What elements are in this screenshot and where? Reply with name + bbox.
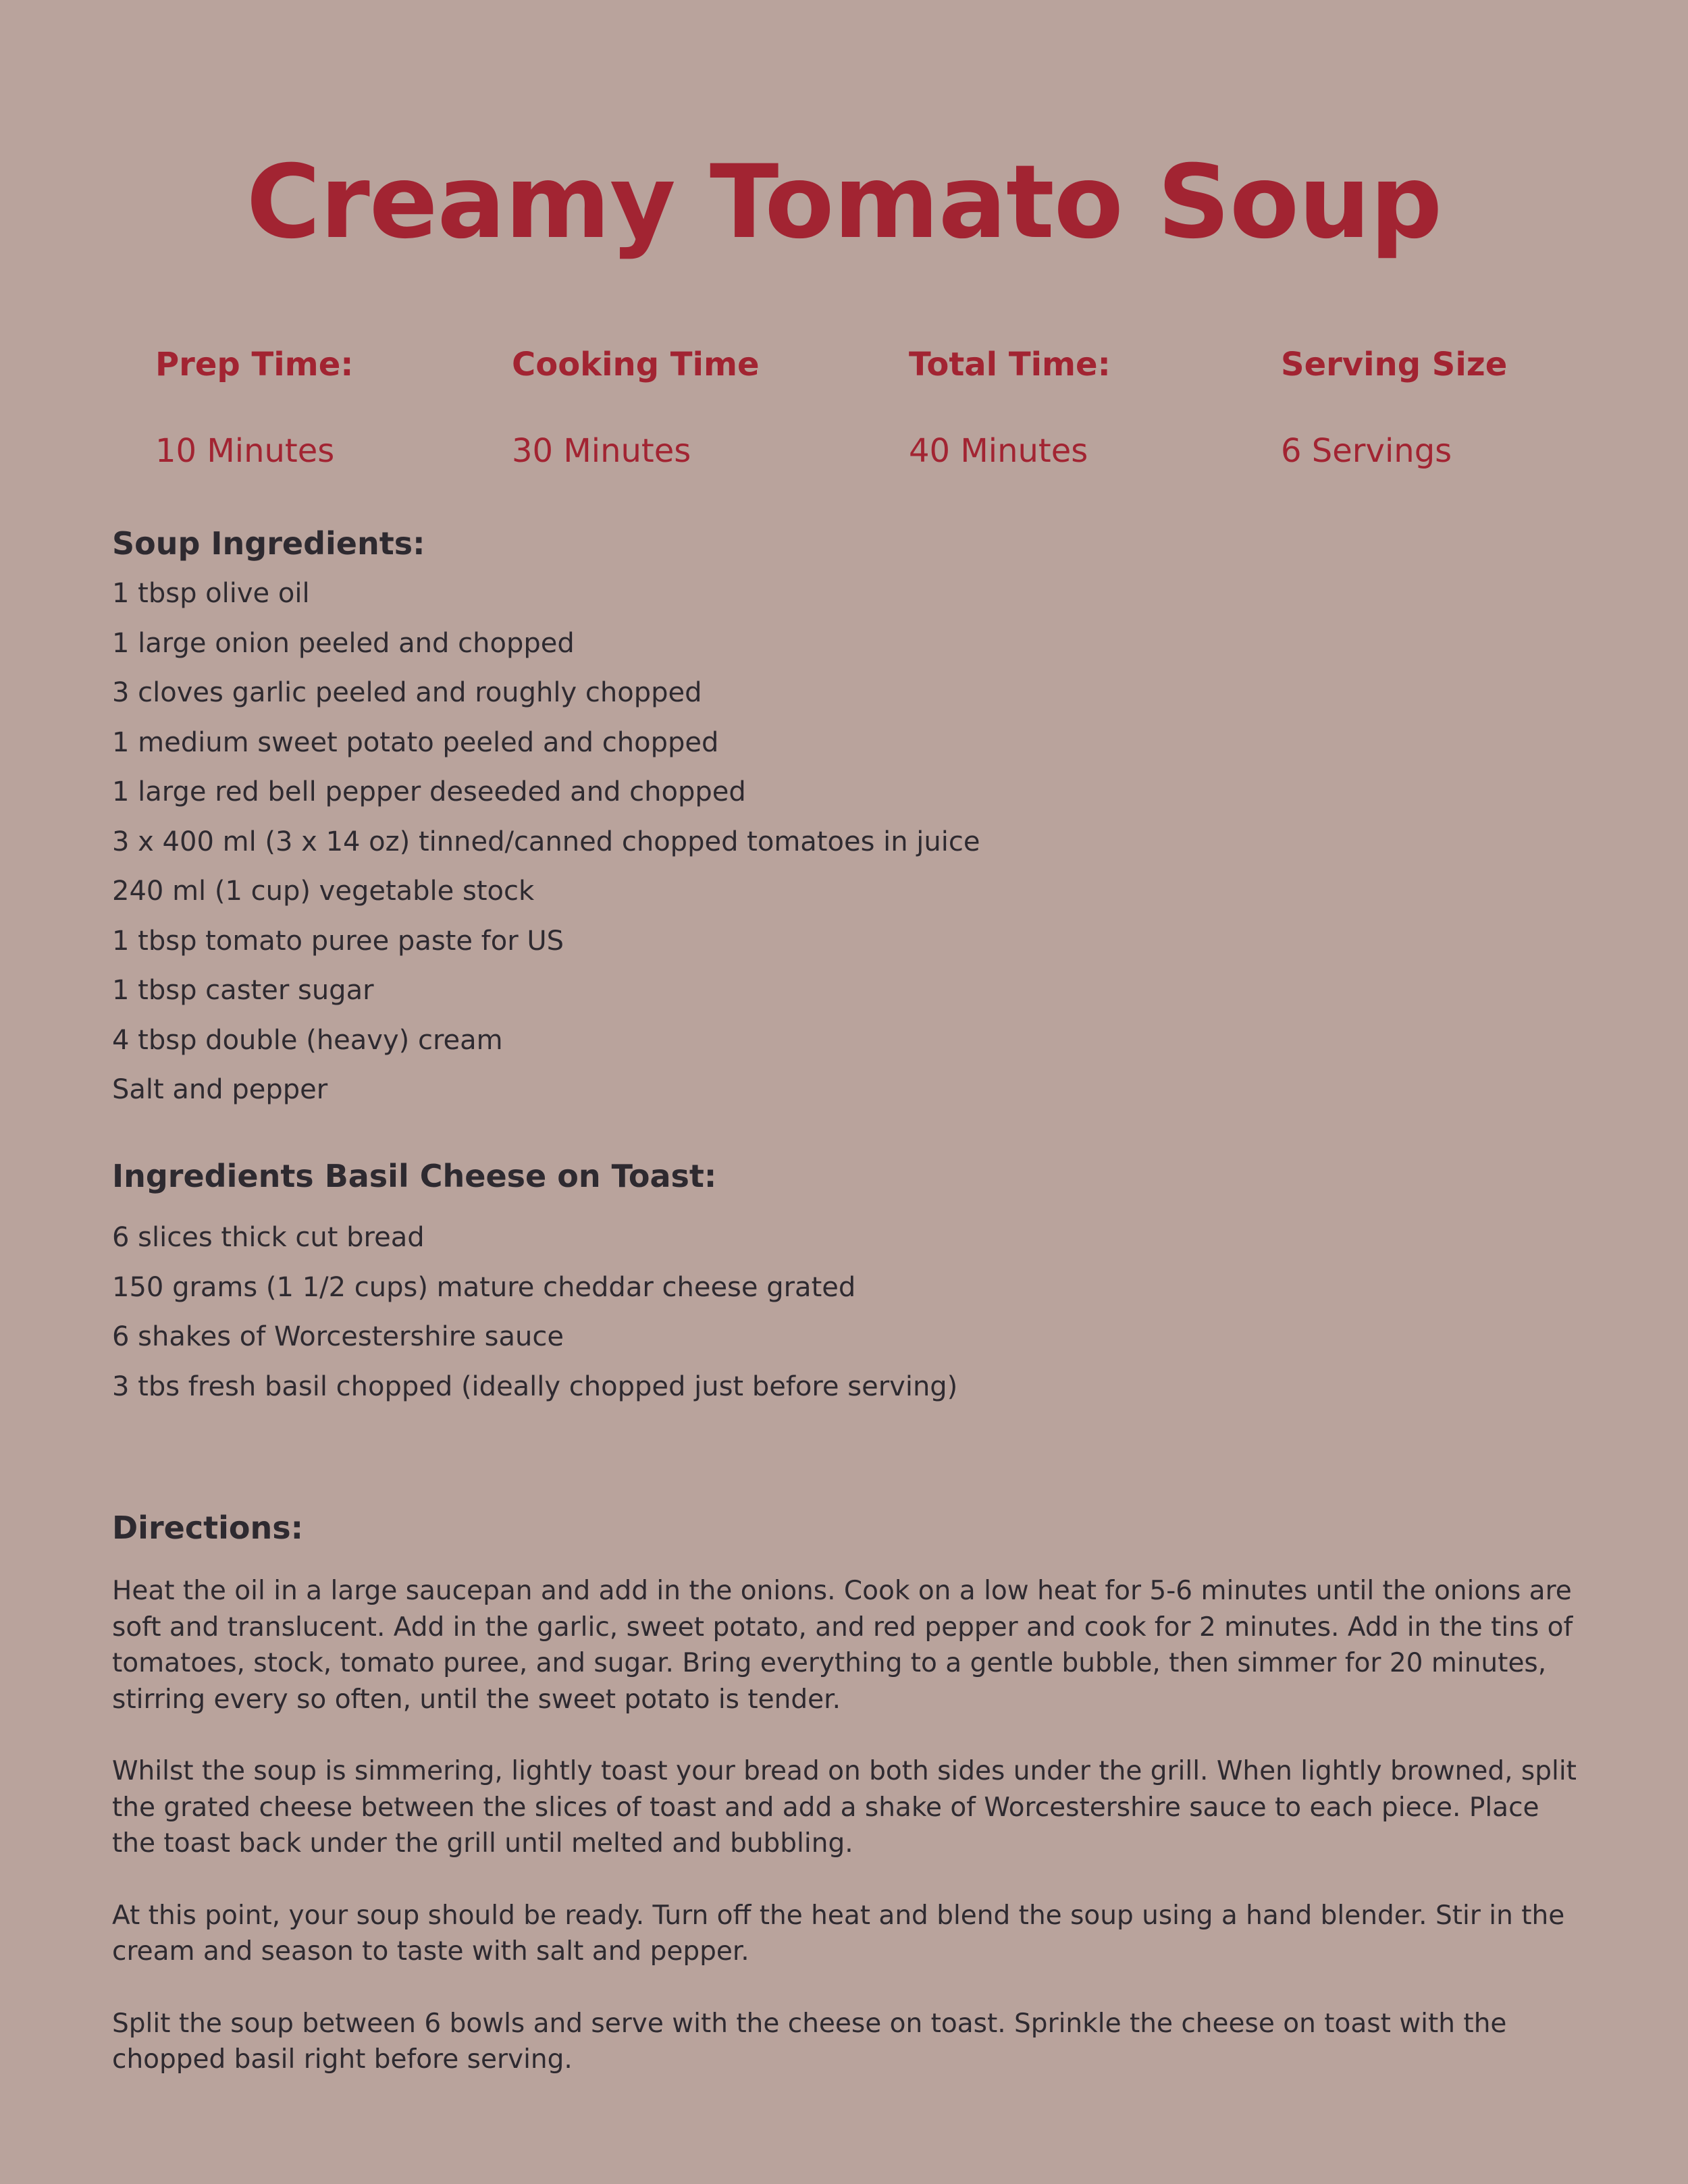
list-item: 150 grams (1 1/2 cups) mature cheddar cheese grated	[112, 1271, 856, 1303]
toast-ingredients-list	[112, 1213, 957, 1412]
directions-body	[112, 1573, 1584, 2114]
list-item: 6 shakes of Worcestershire sauce	[112, 1321, 564, 1352]
meta-prep-time	[155, 341, 353, 475]
page-title: Creamy Tomato Soup	[246, 144, 1442, 261]
toast-ingredients-heading: Ingredients Basil Cheese on Toast:	[112, 1158, 717, 1194]
direction-paragraph: Split the soup between 6 bowls and serve with the cheese on toast. Sprinkle the cheese on toast with the chopped basil right before serving.	[112, 2008, 1507, 2075]
list-item: 1 large onion peeled and chopped	[112, 627, 575, 659]
list-item: 6 slices thick cut bread	[112, 1222, 425, 1253]
soup-ingredients-list	[112, 569, 980, 1115]
list-item: Salt and pepper	[112, 1074, 328, 1105]
list-item: 240 ml (1 cup) vegetable stock	[112, 876, 535, 907]
meta-label: Total Time:	[909, 346, 1111, 383]
meta-label: Prep Time:	[155, 346, 354, 383]
list-item: 1 tbsp olive oil	[112, 578, 310, 609]
meta-label: Serving Size	[1281, 346, 1508, 383]
meta-cooking-time	[512, 341, 760, 475]
meta-value: 30 Minutes	[512, 432, 691, 470]
meta-total-time	[909, 341, 1111, 475]
list-item: 3 tbs fresh basil chopped (ideally chopped just before serving)	[112, 1370, 958, 1402]
direction-paragraph: At this point, your soup should be ready. Turn off the heat and blend the soup using a hand blender. Stir in the cream and season to taste with salt and pepper.	[112, 1900, 1565, 1967]
meta-value: 10 Minutes	[155, 432, 335, 470]
list-item: 4 tbsp double (heavy) cream	[112, 1024, 503, 1056]
meta-serving-size	[1281, 341, 1507, 475]
list-item: 1 tbsp tomato puree paste for US	[112, 925, 564, 957]
direction-paragraph: Heat the oil in a large saucepan and add in the onions. Cook on a low heat for 5-6 minutes until the onions are soft and translucent. Add in the garlic, sweet potato, and red pepper and cook for 2 minutes. Add in the tins of tomatoes, stock, tomato puree, and sugar. Bring everything to a gentle bubble, then simmer for 20 minutes, stirring every so often, until the sweet potato is tender.	[112, 1576, 1573, 1715]
soup-ingredients-heading: Soup Ingredients:	[112, 525, 425, 562]
list-item: 3 cloves garlic peeled and roughly chopped	[112, 677, 702, 708]
list-item: 1 tbsp caster sugar	[112, 975, 374, 1006]
directions-heading: Directions:	[112, 1510, 303, 1546]
meta-label: Cooking Time	[512, 346, 760, 383]
list-item: 1 large red bell pepper deseeded and chopped	[112, 776, 746, 807]
list-item: 1 medium sweet potato peeled and chopped	[112, 726, 719, 758]
meta-value: 40 Minutes	[909, 432, 1088, 470]
meta-value: 6 Servings	[1281, 432, 1452, 470]
list-item: 3 x 400 ml (3 x 14 oz) tinned/canned chopped tomatoes in juice	[112, 826, 980, 857]
direction-paragraph: Whilst the soup is simmering, lightly toast your bread on both sides under the grill. When lightly browned, split the grated cheese between the slices of toast and add a shake of Worcestershire sauce to each piece. Place the toast back under the grill until melted and bubbling.	[112, 1756, 1577, 1859]
